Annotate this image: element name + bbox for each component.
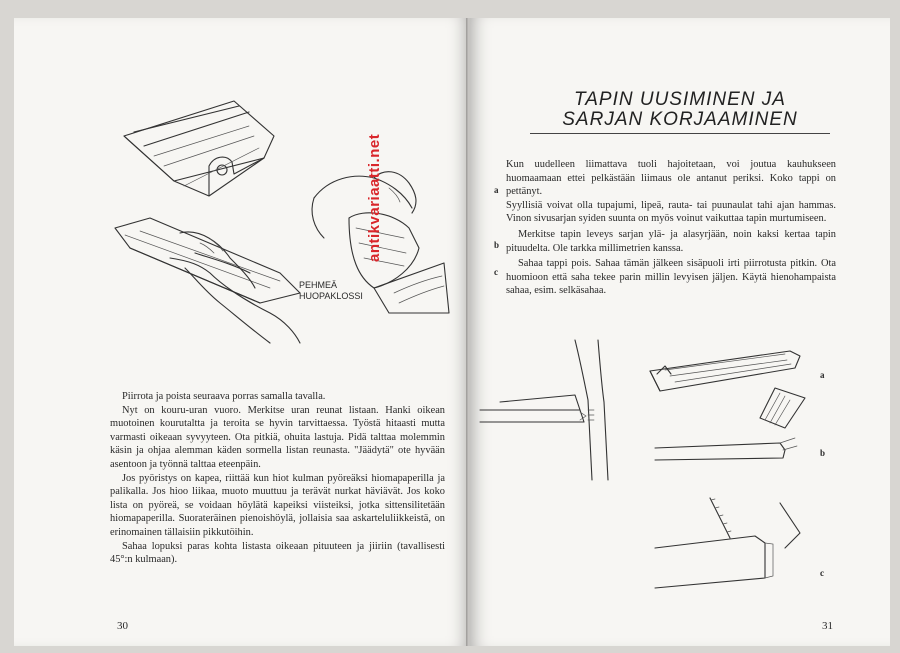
paragraph-1: Piirrota ja poista seuraava porras samalla tavalla. [122,391,326,402]
figure-c-illustration [655,488,815,598]
title-line-1: TAPIN UUSIMINEN JA [574,89,786,110]
figure-label-a: a [820,370,825,380]
title-underline [530,133,830,134]
left-page [14,18,469,646]
watermark: antikvariaatti.net [366,133,383,262]
page-number-right: 31 [822,620,833,632]
intro-paragraph: Kun uudelleen liimattava tuoli hajoitetaan, voi joutua kauhukseen huomaamaan ettei pelkästään liimaus ole antanut periksi. Koko tappi on pettänyt. [506,159,836,198]
step-b-paragraph: Merkitse tapin leveys sarjan ylä- ja alasyrjään, noin kaksi kertaa tapin pituudelta. Ole tarkka millimetrien kanssa. [506,228,836,254]
hand-chisel-illustration [110,203,310,348]
margin-letter-b: b [494,240,500,250]
page-number-left: 30 [117,620,128,632]
figure-label-c: c [820,568,824,578]
figure-b-illustration [655,388,815,468]
right-page [470,18,890,646]
right-body-text [506,158,836,298]
paragraph-2: Nyt on kouru-uran vuoro. Merkitse uran reunat listaan. Hanki oikean muotoinen kourutaltta ja teroita se hyvin tarvittaessa. Työstä hitaasti mutta varmasti oikeaan syvyyteen. Ota pitkiä, ohuita lastuja. Pidä talttaa molemmin käsin ja ohjaa alemman käden sormella listan reunasta. "Jäädytä" ote hyvään asentoon ja työnnä talttaa eteenpäin. [110,404,445,470]
chair-joint-illustration [480,340,630,480]
margin-letter-a: a [494,185,499,195]
caption-line-1: PEHMEÄ [299,280,338,290]
left-body-text [110,390,445,567]
paragraph-3: Jos pyöristys on kapea, riittää kun hiot kulman pyöreäksi hiomapaperilla ja palikalla. Jos hioo liikaa, muoto muuttuu ja terävät nurkat häviävät. Jos koko lista on pyöreä, se voidaan höylätä kapeiksi viisteiksi, jotka sittensilitetään hiomapaperilla. Suorateräinen pienoishöylä, jollaisia saa askarteluliikkeistä, on erinomainen tällaisiin pikkutöihin. [110,472,445,538]
paragraph-4: Sahaa lopuksi paras kohta listasta oikeaan pituuteen ja jiiriin (tavallisesti 45°:n kulmaan). [110,540,445,566]
molding-profile-illustration [114,96,294,206]
step-c-paragraph: Sahaa tappi pois. Sahaa tämän jälkeen sisäpuoli irti piirrotusta pitkin. Ota huomioon että saha tekee parin millin levyisen jäljen. Käytä hienohampaista sahaa, esim. selkäsahaa. [506,258,836,297]
margin-letter-c: c [494,267,498,277]
figure-caption [299,280,363,302]
chapter-title [470,90,890,130]
step-a-paragraph: Syyllisiä voivat olla tupajumi, lipeä, rauta- tai puunaulat tahi ajan hammas. Vinon sivusarjan syiden suunta on myös voinut vaikuttaa tapin murtumiseen. [506,199,836,225]
figure-label-b: b [820,448,826,458]
caption-line-2: HUOPAKLOSSI [299,291,363,301]
title-line-2: SARJAN KORJAAMINEN [562,109,798,130]
